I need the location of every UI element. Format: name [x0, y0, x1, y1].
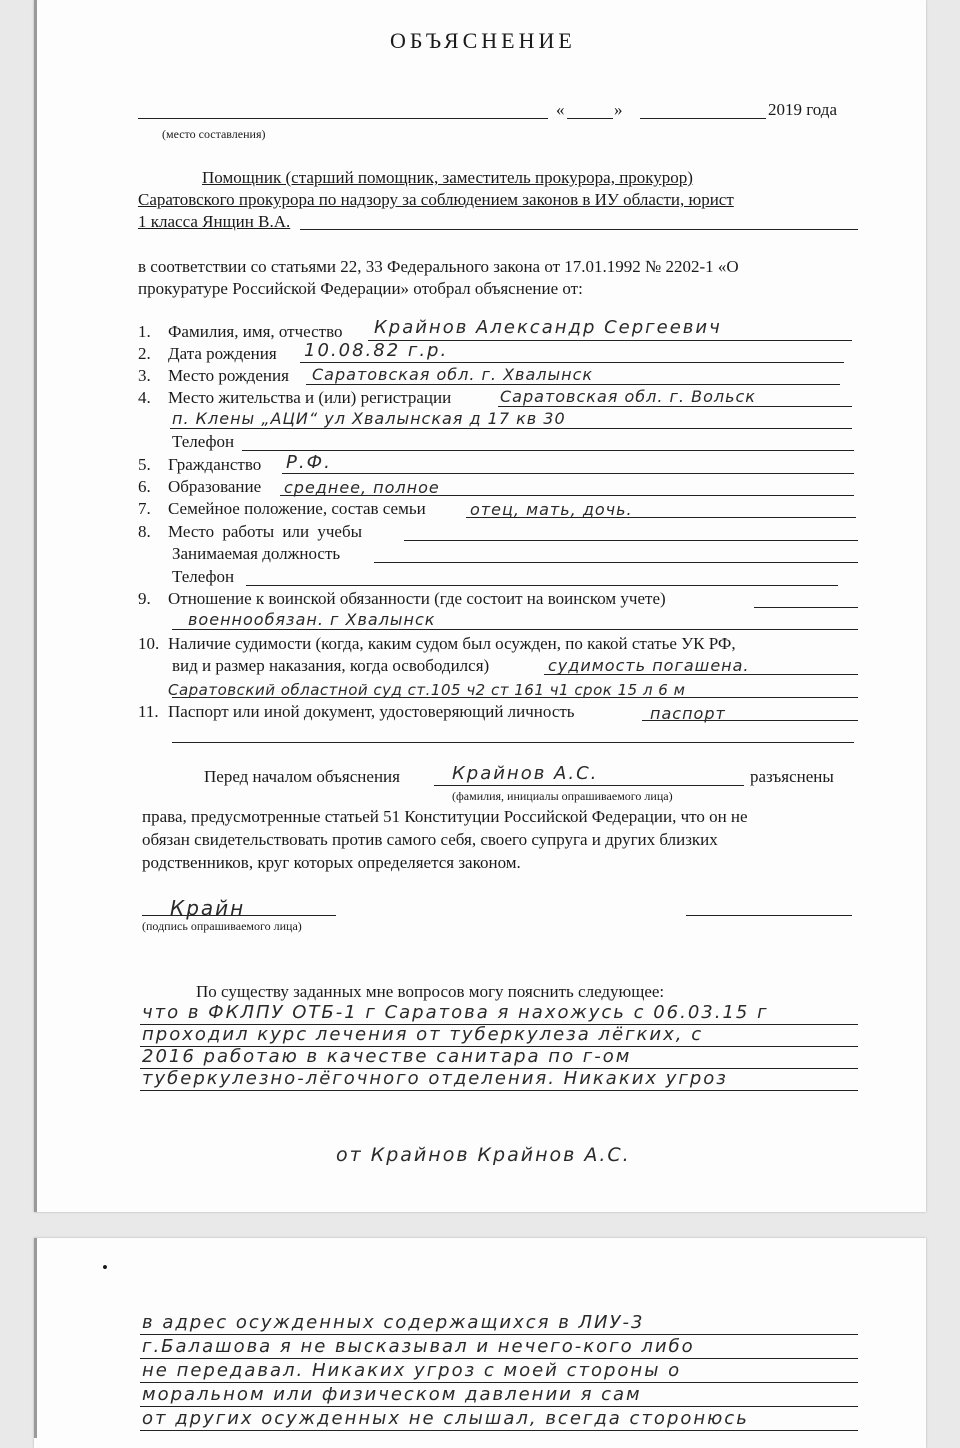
page2-line-1: [140, 1334, 858, 1335]
position-line: [374, 562, 858, 563]
explanation-line-4: [140, 1090, 858, 1091]
date-day-line: [567, 118, 613, 119]
field-9-value: военнообязан. г Хвалынск: [188, 610, 436, 629]
page2-text-5: от других осужденных не слышал, всегда сторонюсь: [142, 1408, 749, 1429]
field-8-number: 8.: [138, 522, 151, 541]
date-year: 2019 года: [768, 100, 838, 119]
interviewee-signature: Крайн: [170, 896, 246, 920]
field-10-number: 10.: [138, 634, 160, 653]
field-3-label: [138, 366, 289, 386]
page2-line-3: [140, 1382, 858, 1383]
field-4-value: Саратовская обл. г. Вольск: [500, 387, 756, 406]
explanation-text-4: туберкулезно-лёгочного отделения. Никаких угроз: [142, 1068, 728, 1089]
field-9-text: Отношение к воинской обязанности (где состоит на воинском учете): [168, 589, 666, 608]
field-5-label: [138, 455, 261, 475]
field-6-label: [138, 477, 261, 497]
field-8-label: [138, 522, 362, 542]
page2-text-3: не передавал. Никаких угроз с моей стороны о: [142, 1360, 682, 1381]
signature-caption: (подпись опрашиваемого лица): [142, 919, 302, 933]
field-11-value: паспорт: [650, 704, 726, 723]
explanation-text-3: 2016 работаю в качестве санитара по г-ом: [142, 1046, 632, 1067]
field-8-text: Место работы или учебы: [168, 522, 363, 541]
field-2-line: [300, 362, 844, 363]
page2-text-2: г.Балашова я не высказывал и нечего-кого либо: [142, 1336, 695, 1357]
rights-name-line: [434, 785, 744, 786]
field-1-text: Фамилия, имя, отчество: [168, 322, 343, 341]
page-edge: [34, 0, 37, 1212]
field-7-text: Семейное положение, состав семьи: [168, 499, 426, 518]
field-9-line: [754, 607, 858, 608]
field-1-number: 1.: [138, 322, 151, 341]
field-7-number: 7.: [138, 499, 151, 518]
field-5-text: Гражданство: [168, 455, 262, 474]
field-11-label: [138, 702, 575, 722]
field-11-text: Паспорт или иной документ, удостоверяющий личность: [168, 702, 575, 721]
field-5-number: 5.: [138, 455, 151, 474]
field-6-text: Образование: [168, 477, 262, 496]
interviewee-signature-line: [142, 915, 336, 916]
field-3-number: 3.: [138, 366, 151, 385]
field-1-label: [138, 322, 343, 342]
field-10-label: [138, 634, 736, 654]
rights-suffix: разъяснены: [750, 767, 834, 786]
field-8-line: [404, 540, 858, 541]
phone-label: Телефон: [172, 432, 235, 451]
place-caption: (место составления): [162, 127, 266, 141]
page2-text-1: в адрес осужденных содержащихся в ЛИУ-3: [142, 1312, 645, 1333]
field-6-value: среднее, полное: [284, 478, 440, 497]
field-3-text: Место рождения: [168, 366, 289, 385]
rights-name: Крайнов А.С.: [452, 763, 599, 784]
official-title: Помощник (старший помощник, заместитель прокурора, прокурор): [202, 168, 693, 187]
official-name-line: [300, 229, 858, 230]
field-2-number: 2.: [138, 344, 151, 363]
field-11-number: 11.: [138, 702, 159, 721]
field-4-label: [138, 388, 451, 408]
rights-caption: (фамилия, инициалы опрашиваемого лица): [452, 789, 673, 803]
field-5-line: [282, 473, 854, 474]
field-9-label: [138, 589, 666, 609]
page2-line-2: [140, 1358, 858, 1359]
explanation-text-1: что в ФКЛПУ ОТБ-1 г Саратова я нахожусь с 06.03.15 г: [142, 1002, 769, 1023]
field-3-value: Саратовская обл. г. Хвалынск: [312, 365, 594, 384]
document-title: ОБЪЯСНЕНИЕ: [390, 28, 576, 53]
explanation-intro: По существу заданных мне вопросов могу пояснить следующее:: [196, 982, 665, 1001]
official-signature-line: [686, 915, 852, 916]
place-line: [138, 118, 548, 119]
field-10-text: Наличие судимости (когда, каким судом был осужден, по какой статье УК РФ,: [168, 634, 736, 653]
law-reference-line1: в соответствии со статьями 22, 33 Федерального закона от 17.01.1992 № 2202-1 «О: [138, 257, 739, 276]
field-10-value: судимость погашена.: [548, 656, 750, 675]
field-4-number: 4.: [138, 388, 151, 407]
rights-line3: родственников, круг которых определяется законом.: [142, 853, 521, 872]
explanation-text-2: проходил курс лечения от туберкулеза лёгких, с: [142, 1024, 704, 1045]
field-2-value: 10.08.82 г.р.: [304, 340, 449, 361]
field-10-value2: Саратовский областной суд ст.105 ч2 ст 161 ч1 срок 15 л 6 м: [168, 681, 686, 699]
phone-2-line: [246, 585, 838, 586]
field-7-label: [138, 499, 426, 519]
official-department: Саратовского прокурора по надзору за соблюдением законов в ИУ области, юрист: [138, 190, 734, 209]
field-9-number: 9.: [138, 589, 151, 608]
rights-prefix: Перед началом объяснения: [204, 767, 400, 786]
field-7-value: отец, мать, дочь.: [470, 500, 633, 519]
field-4-value2: п. Клены „АЦИ“ ул Хвалынская д 17 кв 30: [172, 409, 566, 428]
field-6-number: 6.: [138, 477, 151, 496]
official-name: 1 класса Янщин В.А.: [138, 212, 291, 231]
page2-line-5: [140, 1430, 858, 1431]
field-2-text: Дата рождения: [168, 344, 277, 363]
law-reference-line2: прокуратуре Российской Федерации» отобрал объяснение от:: [138, 279, 583, 298]
page-edge-2: [34, 1238, 37, 1438]
date-close-quote: »: [614, 100, 623, 119]
field-11-line2: [172, 742, 854, 743]
date-open-quote: «: [556, 100, 565, 119]
page2-line-4: [140, 1406, 858, 1407]
rights-line2: обязан свидетельствовать против самого себя, своего супруга и других близких: [142, 830, 718, 849]
field-1-value: Крайнов Александр Сергеевич: [374, 317, 722, 338]
date-month-line: [640, 118, 766, 119]
field-5-value: Р.Ф.: [286, 452, 332, 473]
explanation-closing-signature: от Крайнов Крайнов А.С.: [336, 1144, 631, 1166]
phone-2-label: Телефон: [172, 567, 235, 586]
field-4-text: Место жительства и (или) регистрации: [168, 388, 452, 407]
page2-text-4: моральном или физическом давлении я сам: [142, 1384, 642, 1405]
rights-line1: права, предусмотренные статьей 51 Конституции Российской Федерации, что он не: [142, 807, 748, 826]
field-10-label2: вид и размер наказания, когда освободился): [172, 656, 490, 675]
position-label: Занимаемая должность: [172, 544, 341, 563]
field-2-label: [138, 344, 277, 364]
phone-line: [242, 450, 854, 451]
page-2-dot: •: [102, 1258, 108, 1277]
